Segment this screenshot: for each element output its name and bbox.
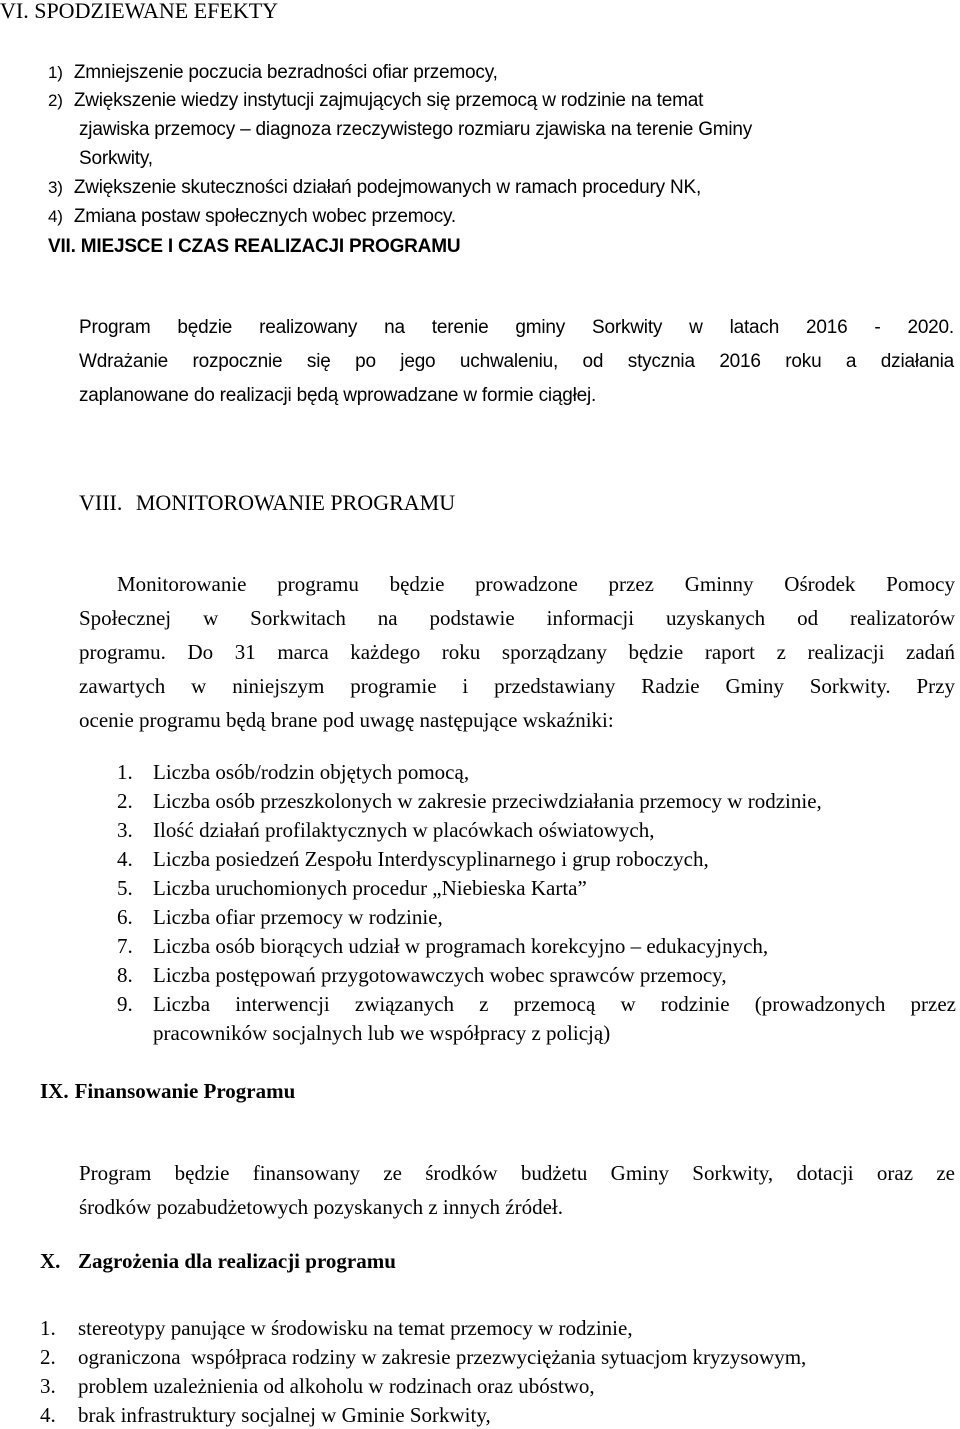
indicator-text: Liczba posiedzeń Zespołu Interdyscyplinarnego i grup roboczych, [153,847,709,871]
threat-item-2 [40,1343,806,1371]
indicator-item-7 [117,932,768,960]
indicator-number: 7. [117,934,133,958]
effect-item-4 [48,206,456,228]
indicator-item-3 [117,816,655,844]
effect-item-3 [48,177,701,199]
indicator-item-9 [117,990,956,1018]
indicator-number: 4. [117,847,133,871]
section-ix-line-2: środków pozabudżetowych pozyskanych z innych źródeł. [79,1195,564,1219]
indicator-text: Liczba interwencji związanych z przemocą w rodzinie (prowadzonych przez [153,992,956,1016]
effect-item-text: Zmniejszenie poczucia bezradności ofiar przemocy, [73,62,498,83]
section-viii-heading [79,488,455,518]
section-ix-heading-number: IX. [40,1079,69,1103]
indicator-item-5 [117,874,587,902]
section-vi-heading: VI. SPODZIEWANE EFEKTY [0,0,279,23]
threat-number: 2. [40,1345,56,1369]
indicator-number: 2. [117,789,133,813]
indicator-text: Liczba postępowań przygotowawczych wobec sprawców przemocy, [153,963,727,987]
effect-item-number: 3) [48,178,63,197]
effect-item-number: 2) [48,91,63,110]
effect-item-number: 1) [48,63,63,82]
section-viii-heading-number: VIII. [79,490,123,515]
indicator-item-4 [117,845,709,873]
indicator-text: Liczba osób/rodzin objętych pomocą, [153,760,470,784]
threat-item-3 [40,1372,595,1400]
section-viii-line-5: ocenie programu będą brane pod uwagę następujące wskaźniki: [79,708,614,732]
indicator-number: 6. [117,905,133,929]
indicator-number: 1. [117,760,133,784]
section-x-heading-number: X. [40,1249,61,1273]
indicator-item-2 [117,787,822,815]
threat-number: 4. [40,1403,56,1427]
section-vii-line-1: Program będzie realizowany na terenie gminy Sorkwity w latach 2016 - 2020. [79,317,954,338]
effect-item-1 [48,62,498,84]
effect-item-text: Zmiana postaw społecznych wobec przemocy. [73,206,456,227]
effect-item-2 [48,90,703,112]
indicator-number: 5. [117,876,133,900]
threat-text: brak infrastruktury socjalnej w Gminie Sorkwity, [78,1403,491,1427]
indicator-number: 8. [117,963,133,987]
threat-text: ograniczona współpraca rodziny w zakresie przezwyciężania sytuacjom kryzysowym, [78,1345,807,1369]
threat-item-4 [40,1401,491,1429]
section-ix-heading-text: Finansowanie Programu [74,1079,296,1103]
threat-number: 1. [40,1316,56,1340]
section-vii-heading: VII. MIEJSCE I CZAS REALIZACJI PROGRAMU [48,236,461,257]
section-viii-line-4: zawartych w niniejszym programie i przedstawiany Radzie Gminy Sorkwity. Przy [79,674,955,698]
indicator-text: Liczba uruchomionych procedur „Niebieska Karta” [153,876,587,900]
threat-item-1 [40,1314,633,1342]
section-viii-line-1: Monitorowanie programu będzie prowadzone przez Gminny Ośrodek Pomocy [117,572,955,596]
effect-item-2-line-2: zjawiska przemocy – diagnoza rzeczywistego rozmiaru zjawiska na terenie Gminy [79,119,753,140]
indicator-item-6 [117,903,443,931]
section-x-heading [40,1247,396,1275]
threat-text: stereotypy panujące w środowisku na temat przemocy w rodzinie, [78,1316,633,1340]
threat-text: problem uzależnienia od alkoholu w rodzinach oraz ubóstwo, [78,1374,595,1398]
section-viii-line-3: programu. Do 31 marca każdego roku sporządzany będzie raport z realizacji zadań [79,640,955,664]
section-viii-heading-text: MONITOROWANIE PROGRAMU [135,490,456,515]
indicator-text: Ilość działań profilaktycznych w placówkach oświatowych, [153,818,655,842]
section-x-heading-text: Zagrożenia dla realizacji programu [78,1249,396,1273]
section-viii-line-2: Społecznej w Sorkwitach na podstawie informacji uzyskanych od realizatorów [79,606,955,630]
effect-item-text: Zwiększenie skuteczności działań podejmowanych w ramach procedury NK, [73,177,702,198]
indicator-text: Liczba osób biorących udział w programach korekcyjno – edukacyjnych, [153,934,769,958]
indicator-text: Liczba osób przeszkolonych w zakresie przeciwdziałania przemocy w rodzinie, [153,789,822,813]
threat-number: 3. [40,1374,56,1398]
indicator-number: 3. [117,818,133,842]
indicator-text: Liczba ofiar przemocy w rodzinie, [153,905,443,929]
indicator-number: 9. [117,992,133,1016]
section-vii-line-2: Wdrażanie rozpocznie się po jego uchwaleniu, od stycznia 2016 roku a działania [79,351,954,372]
section-ix-line-1: Program będzie finansowany ze środków budżetu Gminy Sorkwity, dotacji oraz ze [79,1161,955,1185]
section-ix-heading [40,1077,295,1105]
effect-item-number: 4) [48,207,63,226]
effect-item-text: Zwiększenie wiedzy instytucji zajmujących się przemocą w rodzinie na temat [73,90,704,111]
indicator-item-8 [117,961,727,989]
indicator-item-9-line-2: pracowników socjalnych lub we współpracy z policją) [153,1021,611,1045]
effect-item-2-line-3: Sorkwity, [79,148,153,169]
section-vii-line-3: zaplanowane do realizacji będą wprowadzane w formie ciągłej. [79,385,597,406]
indicator-item-1 [117,758,469,786]
